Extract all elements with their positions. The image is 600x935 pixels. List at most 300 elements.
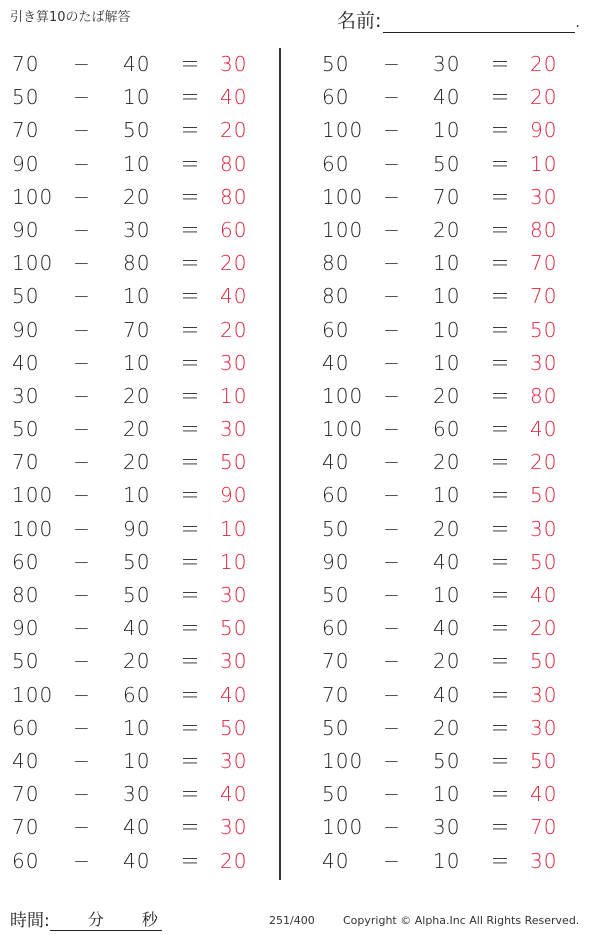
minuend: 100 — [12, 251, 54, 276]
problem-row — [310, 513, 580, 546]
subtrahend: 50 — [123, 583, 151, 607]
minus-sign: − — [383, 284, 401, 309]
minuend: 60 — [322, 483, 350, 508]
equals-sign: ＝ — [490, 383, 511, 408]
equals-sign: ＝ — [490, 450, 511, 475]
answer: 50 — [220, 616, 248, 641]
minuend: 30 — [12, 383, 40, 408]
minuend: 100 — [322, 815, 364, 840]
subtrahend: 20 — [123, 417, 151, 442]
minus-sign: − — [73, 450, 91, 475]
equals-sign: ＝ — [490, 616, 511, 641]
answer: 10 — [220, 383, 248, 408]
equals-sign: ＝ — [180, 184, 201, 209]
equals-sign: ＝ — [180, 782, 201, 807]
minus-sign: − — [73, 417, 91, 442]
equals-sign: ＝ — [180, 151, 201, 176]
minus-sign: − — [383, 350, 401, 375]
minus-sign: − — [73, 516, 91, 541]
problem-row — [310, 347, 580, 380]
problem-row — [0, 811, 270, 844]
minuend: 100 — [12, 483, 54, 508]
minus-sign: − — [73, 782, 91, 807]
subtrahend: 10 — [433, 284, 461, 309]
minus-sign: − — [383, 52, 401, 76]
minus-sign: − — [73, 251, 91, 276]
column-divider — [279, 48, 281, 880]
minus-sign: − — [73, 118, 91, 143]
minuend: 100 — [322, 118, 364, 143]
subtrahend: 10 — [433, 350, 461, 375]
minuend: 100 — [322, 417, 364, 442]
problem-row — [310, 148, 580, 181]
minuend: 70 — [12, 815, 40, 840]
minus-sign: − — [73, 151, 91, 176]
subtrahend: 10 — [433, 251, 461, 276]
subtrahend: 30 — [433, 815, 461, 840]
answer: 80 — [530, 383, 558, 408]
equals-sign: ＝ — [490, 251, 511, 276]
answer: 70 — [530, 815, 558, 840]
subtrahend: 10 — [123, 284, 151, 309]
equals-sign: ＝ — [490, 715, 511, 740]
equals-sign: ＝ — [180, 483, 201, 508]
time-field — [10, 906, 162, 931]
problem-row — [310, 845, 580, 878]
minus-sign: − — [73, 483, 91, 508]
answer: 40 — [220, 682, 248, 707]
subtrahend: 40 — [123, 815, 151, 840]
equals-sign: ＝ — [490, 184, 511, 209]
answer: 30 — [530, 848, 558, 873]
subtrahend: 20 — [433, 383, 461, 408]
equals-sign: ＝ — [490, 748, 511, 773]
answer: 30 — [220, 815, 248, 840]
problem-row — [0, 712, 270, 745]
problem-row — [0, 280, 270, 313]
problem-row — [310, 612, 580, 645]
minuend: 60 — [322, 151, 350, 176]
worksheet-title: 引き算10のたば解答 — [10, 10, 131, 25]
equals-sign: ＝ — [490, 417, 511, 442]
minuend: 40 — [322, 848, 350, 873]
minuend: 50 — [322, 52, 350, 76]
subtrahend: 40 — [433, 682, 461, 707]
minuend: 70 — [12, 118, 40, 143]
equals-sign: ＝ — [490, 682, 511, 707]
problem-row — [310, 778, 580, 811]
minus-sign: − — [73, 383, 91, 408]
answer: 40 — [220, 782, 248, 807]
minuend: 40 — [12, 748, 40, 773]
minus-sign: − — [73, 748, 91, 773]
subtrahend: 20 — [123, 184, 151, 209]
answer: 30 — [220, 583, 248, 607]
answer: 30 — [530, 184, 558, 209]
subtrahend: 50 — [433, 151, 461, 176]
answer: 50 — [530, 483, 558, 508]
minus-sign: − — [383, 450, 401, 475]
minuend: 90 — [322, 549, 350, 574]
minuend: 90 — [12, 616, 40, 641]
problem-row — [0, 579, 270, 612]
minus-sign: − — [383, 549, 401, 574]
problem-row — [0, 48, 270, 81]
problem-row — [0, 645, 270, 678]
subtrahend: 10 — [433, 118, 461, 143]
answer: 50 — [530, 649, 558, 674]
minuend: 60 — [322, 317, 350, 342]
problem-row — [310, 280, 580, 313]
problem-row — [310, 811, 580, 844]
answer: 40 — [220, 284, 248, 309]
subtrahend: 40 — [433, 616, 461, 641]
problem-row — [310, 745, 580, 778]
answer: 80 — [220, 184, 248, 209]
equals-sign: ＝ — [180, 682, 201, 707]
equals-sign: ＝ — [490, 549, 511, 574]
answer: 40 — [220, 85, 248, 110]
problem-row — [0, 479, 270, 512]
minus-sign: − — [73, 649, 91, 674]
minus-sign: − — [383, 848, 401, 873]
name-field — [337, 6, 580, 33]
answer: 50 — [220, 715, 248, 740]
problem-row — [310, 579, 580, 612]
answer: 10 — [220, 516, 248, 541]
minuend: 90 — [12, 217, 40, 242]
subtrahend: 50 — [123, 549, 151, 574]
answer: 50 — [220, 450, 248, 475]
minus-sign: − — [73, 284, 91, 309]
problem-row — [310, 247, 580, 280]
equals-sign: ＝ — [490, 317, 511, 342]
minus-sign: − — [383, 251, 401, 276]
answer: 40 — [530, 782, 558, 807]
minuend: 100 — [12, 184, 54, 209]
equals-sign: ＝ — [490, 815, 511, 840]
answer: 60 — [220, 217, 248, 242]
problem-row — [0, 214, 270, 247]
equals-sign: ＝ — [490, 85, 511, 110]
minus-sign: − — [73, 848, 91, 873]
problem-row — [0, 114, 270, 147]
minuend: 70 — [322, 682, 350, 707]
minus-sign: − — [383, 417, 401, 442]
minuend: 80 — [12, 583, 40, 607]
answer: 20 — [530, 616, 558, 641]
problem-row — [0, 314, 270, 347]
answer: 30 — [220, 417, 248, 442]
problem-row — [0, 679, 270, 712]
problem-row — [0, 413, 270, 446]
minus-sign: − — [73, 715, 91, 740]
answer: 30 — [530, 715, 558, 740]
minuend: 100 — [322, 217, 364, 242]
subtrahend: 40 — [433, 549, 461, 574]
equals-sign: ＝ — [490, 217, 511, 242]
subtrahend: 30 — [433, 52, 461, 76]
subtrahend: 40 — [123, 52, 151, 76]
equals-sign: ＝ — [490, 52, 511, 76]
equals-sign: ＝ — [180, 417, 201, 442]
minuend: 60 — [322, 616, 350, 641]
problem-row — [310, 81, 580, 114]
problem-row — [310, 314, 580, 347]
minuend: 50 — [322, 516, 350, 541]
minus-sign: − — [73, 85, 91, 110]
minus-sign: − — [73, 682, 91, 707]
minuend: 100 — [322, 748, 364, 773]
problem-row — [0, 81, 270, 114]
minuend: 80 — [322, 284, 350, 309]
answer: 40 — [530, 583, 558, 607]
answer: 20 — [220, 251, 248, 276]
minuend: 50 — [12, 417, 40, 442]
minuend: 50 — [322, 782, 350, 807]
minuend: 50 — [322, 583, 350, 607]
minus-sign: − — [73, 217, 91, 242]
minus-sign: − — [383, 151, 401, 176]
minuend: 40 — [12, 350, 40, 375]
subtrahend: 60 — [433, 417, 461, 442]
subtrahend: 40 — [123, 848, 151, 873]
equals-sign: ＝ — [490, 118, 511, 143]
equals-sign: ＝ — [490, 782, 511, 807]
equals-sign: ＝ — [180, 616, 201, 641]
problem-row — [0, 845, 270, 878]
subtrahend: 80 — [123, 251, 151, 276]
minus-sign: − — [383, 184, 401, 209]
equals-sign: ＝ — [490, 583, 511, 607]
subtrahend: 10 — [433, 317, 461, 342]
minutes-label: 分 — [87, 910, 104, 929]
name-blank-line[interactable] — [383, 14, 575, 33]
subtrahend: 10 — [123, 85, 151, 110]
minuend: 60 — [12, 549, 40, 574]
equals-sign: ＝ — [180, 52, 201, 76]
answer: 10 — [530, 151, 558, 176]
minuend: 60 — [12, 715, 40, 740]
answer: 80 — [220, 151, 248, 176]
answer: 20 — [530, 52, 558, 76]
subtrahend: 10 — [123, 483, 151, 508]
equals-sign: ＝ — [180, 516, 201, 541]
subtrahend: 10 — [433, 782, 461, 807]
answer: 30 — [220, 748, 248, 773]
subtrahend: 10 — [123, 350, 151, 375]
time-label: 時間: — [10, 911, 50, 931]
minus-sign: − — [73, 350, 91, 375]
problem-row — [310, 114, 580, 147]
problem-row — [310, 181, 580, 214]
minus-sign: − — [73, 616, 91, 641]
answer: 40 — [530, 417, 558, 442]
equals-sign: ＝ — [490, 516, 511, 541]
problem-row — [0, 446, 270, 479]
minus-sign: − — [383, 583, 401, 607]
page-number: 251/400 — [269, 914, 315, 927]
answer: 30 — [530, 682, 558, 707]
minuend: 40 — [322, 350, 350, 375]
minuend: 60 — [322, 85, 350, 110]
equals-sign: ＝ — [180, 118, 201, 143]
equals-sign: ＝ — [180, 350, 201, 375]
answer: 30 — [220, 52, 248, 76]
answer: 50 — [530, 549, 558, 574]
answer: 30 — [220, 350, 248, 375]
subtrahend: 20 — [433, 649, 461, 674]
answer: 20 — [530, 450, 558, 475]
problem-row — [0, 546, 270, 579]
answer: 70 — [530, 251, 558, 276]
minus-sign: − — [383, 748, 401, 773]
minuend: 60 — [12, 848, 40, 873]
problem-row — [0, 745, 270, 778]
equals-sign: ＝ — [180, 549, 201, 574]
subtrahend: 50 — [123, 118, 151, 143]
equals-sign: ＝ — [180, 583, 201, 607]
minus-sign: − — [383, 317, 401, 342]
subtrahend: 20 — [123, 649, 151, 674]
subtrahend: 10 — [433, 483, 461, 508]
minuend: 100 — [322, 383, 364, 408]
problem-row — [0, 612, 270, 645]
answer: 90 — [530, 118, 558, 143]
equals-sign: ＝ — [180, 715, 201, 740]
subtrahend: 20 — [433, 450, 461, 475]
equals-sign: ＝ — [180, 284, 201, 309]
problem-row — [310, 679, 580, 712]
subtrahend: 30 — [123, 217, 151, 242]
problem-row — [0, 380, 270, 413]
answer: 90 — [220, 483, 248, 508]
subtrahend: 20 — [123, 450, 151, 475]
answer: 20 — [220, 118, 248, 143]
subtrahend: 20 — [433, 217, 461, 242]
minus-sign: − — [383, 782, 401, 807]
minuend: 100 — [12, 516, 54, 541]
minuend: 100 — [12, 682, 54, 707]
minus-sign: − — [383, 616, 401, 641]
equals-sign: ＝ — [180, 748, 201, 773]
minus-sign: − — [73, 815, 91, 840]
problem-row — [310, 546, 580, 579]
problem-row — [0, 778, 270, 811]
minuend: 100 — [322, 184, 364, 209]
right-problem-column — [310, 48, 580, 878]
equals-sign: ＝ — [490, 649, 511, 674]
subtrahend: 50 — [433, 748, 461, 773]
problem-row — [310, 413, 580, 446]
equals-sign: ＝ — [180, 85, 201, 110]
minus-sign: − — [383, 715, 401, 740]
minus-sign: − — [73, 317, 91, 342]
minuend: 50 — [12, 649, 40, 674]
equals-sign: ＝ — [490, 151, 511, 176]
equals-sign: ＝ — [180, 317, 201, 342]
minuend: 50 — [12, 284, 40, 309]
minus-sign: − — [383, 649, 401, 674]
minus-sign: − — [73, 184, 91, 209]
minus-sign: − — [383, 118, 401, 143]
subtrahend: 20 — [123, 383, 151, 408]
problem-row — [310, 380, 580, 413]
subtrahend: 10 — [433, 848, 461, 873]
subtrahend: 70 — [433, 184, 461, 209]
subtrahend: 70 — [123, 317, 151, 342]
subtrahend: 10 — [123, 748, 151, 773]
minus-sign: − — [73, 583, 91, 607]
minus-sign: − — [383, 483, 401, 508]
minuend: 90 — [12, 317, 40, 342]
answer: 30 — [530, 350, 558, 375]
left-problem-column — [0, 48, 270, 878]
subtrahend: 40 — [433, 85, 461, 110]
answer: 80 — [530, 217, 558, 242]
problem-row — [310, 479, 580, 512]
equals-sign: ＝ — [180, 383, 201, 408]
minuend: 70 — [322, 649, 350, 674]
equals-sign: ＝ — [180, 450, 201, 475]
problem-row — [0, 247, 270, 280]
problem-row — [310, 214, 580, 247]
minuend: 70 — [12, 450, 40, 475]
minuend: 50 — [12, 85, 40, 110]
equals-sign: ＝ — [490, 284, 511, 309]
answer: 70 — [530, 284, 558, 309]
time-blank-line[interactable] — [50, 912, 162, 931]
subtrahend: 90 — [123, 516, 151, 541]
answer: 20 — [220, 317, 248, 342]
subtrahend: 40 — [123, 616, 151, 641]
problem-row — [310, 446, 580, 479]
subtrahend: 10 — [433, 583, 461, 607]
minus-sign: − — [383, 85, 401, 110]
minuend: 70 — [12, 52, 40, 76]
minus-sign: − — [383, 383, 401, 408]
minus-sign: − — [383, 815, 401, 840]
problem-row — [310, 48, 580, 81]
answer: 10 — [220, 549, 248, 574]
subtrahend: 10 — [123, 715, 151, 740]
minus-sign: − — [383, 217, 401, 242]
subtrahend: 60 — [123, 682, 151, 707]
equals-sign: ＝ — [490, 350, 511, 375]
equals-sign: ＝ — [180, 848, 201, 873]
minuend: 80 — [322, 251, 350, 276]
answer: 30 — [530, 516, 558, 541]
minuend: 50 — [322, 715, 350, 740]
subtrahend: 20 — [433, 516, 461, 541]
minuend: 90 — [12, 151, 40, 176]
subtrahend: 10 — [123, 151, 151, 176]
answer: 50 — [530, 317, 558, 342]
equals-sign: ＝ — [180, 251, 201, 276]
equals-sign: ＝ — [180, 649, 201, 674]
problem-row — [0, 181, 270, 214]
equals-sign: ＝ — [180, 217, 201, 242]
copyright-notice: Copyright © Alpha.Inc All Rights Reserved. — [343, 914, 580, 927]
answer: 20 — [530, 85, 558, 110]
subtrahend: 20 — [433, 715, 461, 740]
subtrahend: 30 — [123, 782, 151, 807]
problem-row — [0, 347, 270, 380]
equals-sign: ＝ — [490, 483, 511, 508]
problem-row — [310, 645, 580, 678]
name-label: 名前: — [337, 10, 382, 32]
answer: 20 — [220, 848, 248, 873]
